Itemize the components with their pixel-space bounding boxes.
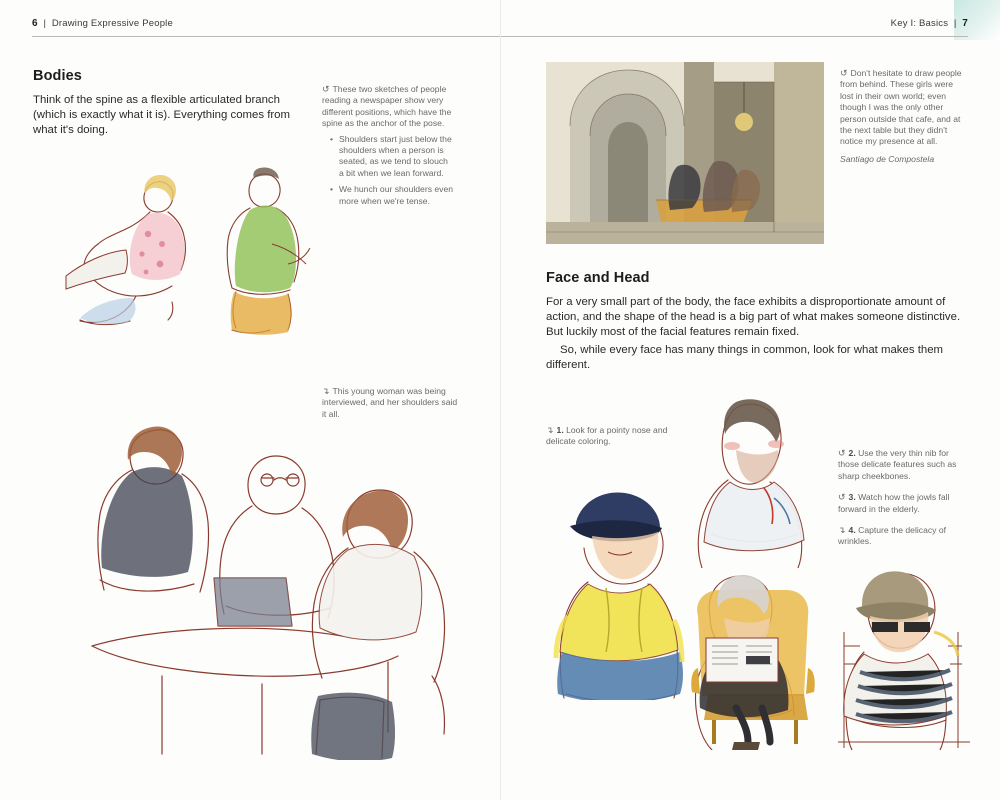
bodies-section: [33, 68, 301, 139]
list-item: • We hunch our shoulders even more when we're tense.: [332, 184, 454, 207]
face-and-head-section: [546, 270, 966, 373]
caption-marker-icon: ↴: [546, 425, 554, 435]
caption-number: 4.: [848, 525, 856, 536]
separator-right: |: [951, 18, 960, 29]
face-and-head-paragraph-1: For a very small part of the body, the face exhibits a disproportionate amount of action, and the shape of the head is a big part of what makes someone distinctive. But luckily most of the facial features remain fixed.: [546, 296, 961, 339]
separator-left: |: [40, 18, 49, 29]
list-item: • Shoulders start just below the shoulders when a person is seated, as we tend to slouch a bit when we lean forward.: [332, 134, 454, 180]
caption-marker-icon: ↺: [838, 492, 846, 503]
caption-number: 2.: [848, 448, 856, 458]
bodies-paragraph: Think of the spine as a flexible articulated branch (which is exactly what it is). Everything comes from what it's doing.: [33, 94, 290, 137]
bodies-caption: [322, 84, 454, 212]
page-gutter: [500, 0, 501, 800]
book-title: Drawing Expressive People: [51, 18, 173, 29]
illustration-interview-group: [36, 400, 476, 760]
caption-item-4: [838, 525, 968, 548]
face-and-head-heading: Face and Head: [546, 270, 650, 286]
caption-item-2: [838, 448, 968, 482]
caption-marker-icon: ↺: [838, 448, 846, 458]
illustration-man-with-cap: [838, 560, 970, 750]
running-head-right: [891, 18, 968, 29]
folio-left: 6: [32, 18, 38, 29]
folio-right: 7: [962, 18, 968, 29]
caption-text: Capture the delicacy of wrinkles.: [838, 525, 947, 547]
caption-text: Use the very thin nib for those delicate features such as sharp cheekbones.: [838, 448, 957, 481]
behind-caption-credit: Santiago de Compostela: [840, 153, 935, 164]
caption-marker-icon: ↺: [840, 68, 848, 78]
illustration-policeman: [548, 470, 698, 700]
bodies-caption-bullets: [322, 134, 454, 207]
chapter-title: Key I: Basics: [890, 18, 949, 29]
caption-marker-icon: ↴: [838, 525, 846, 536]
numbered-captions: [838, 448, 968, 558]
illustration-young-man-portrait: [690, 388, 830, 568]
bodies-heading: Bodies: [33, 68, 82, 84]
illustration-elderly-woman-armchair: [690, 560, 840, 750]
illustration-two-readers: [36, 160, 316, 340]
nose-caption: [546, 425, 696, 448]
behind-caption: [840, 68, 968, 165]
caption-text: Watch how the jowls fall forward in the elderly.: [838, 492, 950, 514]
illustration-arcade-cafe: [546, 62, 824, 244]
running-head-left: [32, 18, 173, 29]
caption-marker-icon: ↺: [322, 84, 330, 94]
nose-caption-text: Look for a pointy nose and delicate coloring.: [546, 425, 668, 447]
bodies-caption-intro-line: [322, 84, 454, 130]
face-and-head-paragraph-2: So, while every face has many things in common, look for what makes them different.: [546, 343, 944, 371]
interview-caption-text: This young woman was being interviewed, and her shoulders said it all.: [322, 386, 458, 419]
caption-marker-icon: ↴: [322, 386, 330, 396]
caption-number: 3.: [848, 492, 856, 503]
behind-caption-text: Don't hesitate to draw people from behind. These girls were lost in their own world; even though I was the only other person outside that cafe, and at the next table but they didn't notice my presence at all.: [840, 68, 962, 147]
caption-item-3: [838, 492, 968, 515]
bodies-caption-intro: These two sketches of people reading a newspaper show very different positions, which have the spine as the anchor of the pose.: [322, 84, 452, 129]
nose-caption-number: 1.: [556, 425, 564, 435]
